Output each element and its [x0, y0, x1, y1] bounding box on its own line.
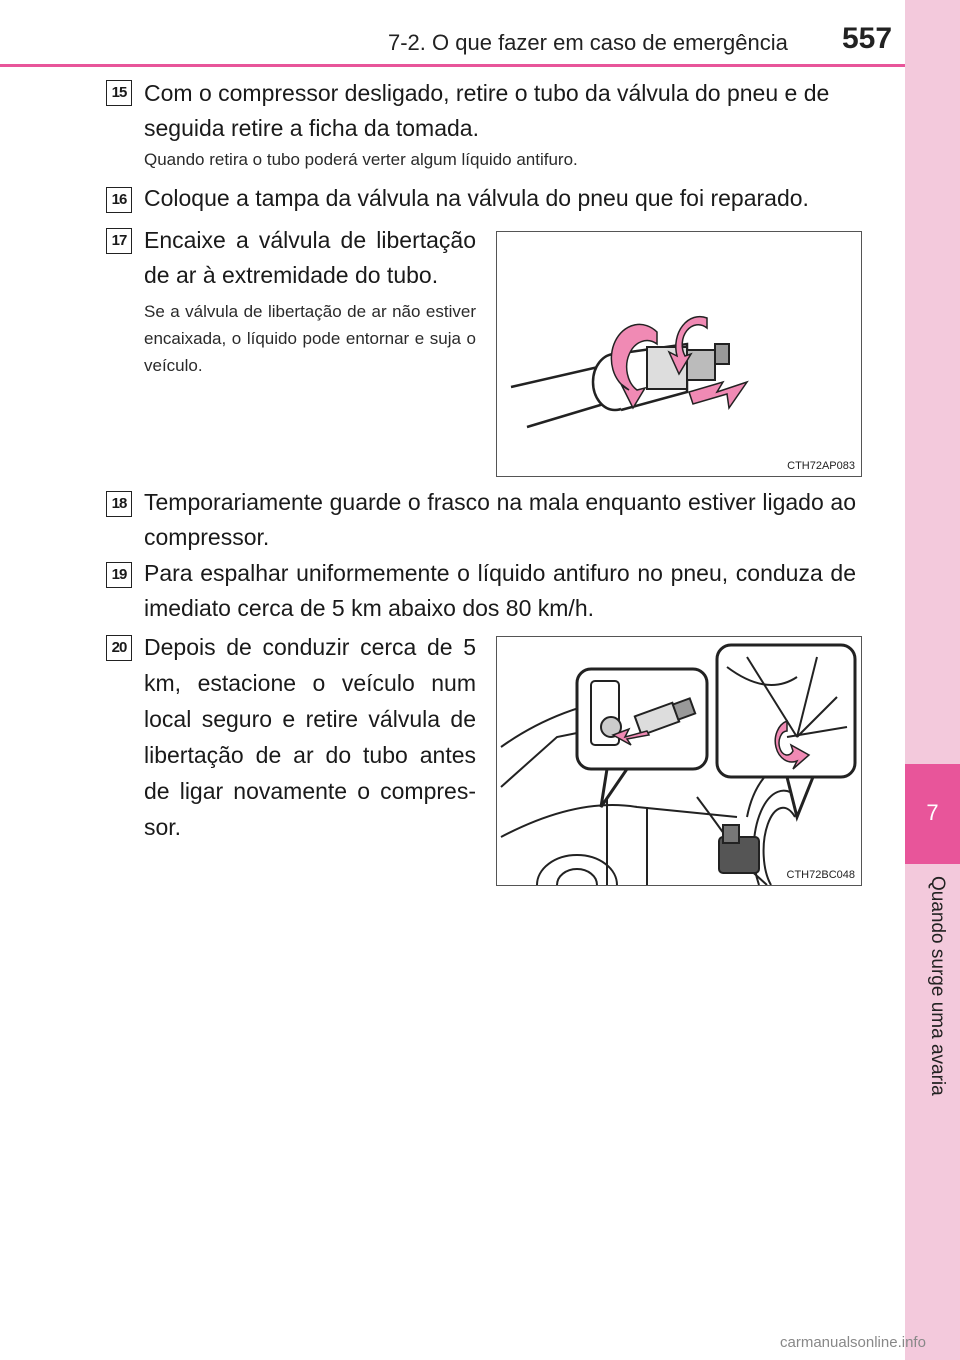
section-title: 7-2. O que fazer em caso de emergência: [388, 30, 788, 55]
chapter-label: Quando surge uma avaria: [927, 876, 948, 1096]
header-rule: [0, 64, 905, 67]
step-17-note: Se a válvula de libertação de ar não estiver encaixada, o líquido pode entornar e suja o veículo.: [144, 302, 476, 375]
step-number-20: 20: [106, 635, 132, 661]
figure-code: CTH72BC048: [786, 869, 855, 881]
push-arrow: [689, 382, 747, 408]
compressor-drawing: [497, 637, 861, 885]
step-number-18: 18: [106, 491, 132, 517]
figure-code: CTH72AP083: [787, 460, 855, 472]
step-16-text: Coloque a tampa da válvula na válvula do pneu que foi reparado.: [144, 185, 809, 211]
page-number: 557: [842, 22, 893, 55]
step-number-19: 19: [106, 562, 132, 588]
footer-watermark[interactable]: carmanualsonline.info: [780, 1334, 926, 1351]
step-18-text: Temporariamente guarde o frasco na mala enquanto estiver ligado ao compressor.: [144, 489, 856, 550]
compressor-illustration: [496, 636, 862, 886]
valve-drawing: [497, 232, 861, 476]
step-17-text: Encaixe a válvula de libertação de ar à extremidade do tubo.: [144, 227, 476, 288]
step-15-note: Quando retira o tubo poderá verter algum líquido antifuro.: [144, 150, 578, 169]
chapter-number: 7: [926, 800, 939, 825]
chapter-sidebar: [905, 0, 960, 1360]
valve-illustration: [496, 231, 862, 477]
step-number-16: 16: [106, 187, 132, 213]
step-number-17: 17: [106, 228, 132, 254]
step-15-text: Com o compressor desligado, retire o tubo da válvula do pneu e de seguida retire a ficha da tomada.: [144, 80, 830, 141]
step-19-text: Para espalhar uniformemente o líquido antifuro no pneu, conduza de imediato cerca de 5 km abaixo dos 80 km/h.: [144, 560, 856, 621]
step-20-text: Depois de conduzir cerca de 5 km, estacione o veículo num local seguro e retire válvula de libertação de ar do tubo antes de ligar novamente o compres-sor.: [144, 634, 476, 840]
step-number-15: 15: [106, 80, 132, 106]
